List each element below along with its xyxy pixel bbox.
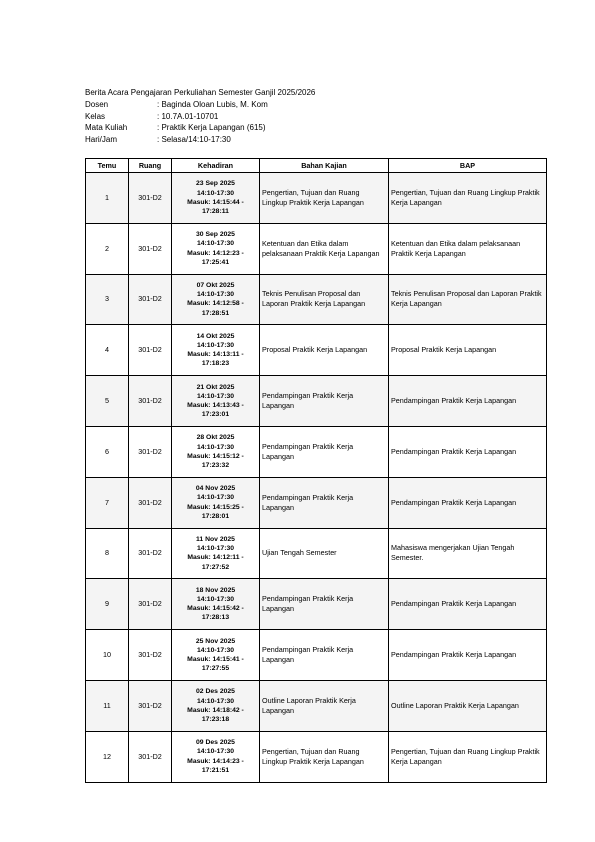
cell-bap: Pendampingan Praktik Kerja Lapangan — [389, 477, 547, 528]
cell-kehadiran — [172, 325, 260, 376]
cell-bap: Pendampingan Praktik Kerja Lapangan — [389, 426, 547, 477]
kehadiran-tanggal: 07 Okt 2025 — [196, 282, 235, 290]
header-fields — [85, 99, 315, 146]
header-field-row — [85, 134, 315, 146]
cell-ruang: 301-D2 — [129, 173, 172, 224]
kehadiran-tanggal: 23 Sep 2025 — [196, 180, 235, 188]
kehadiran-tanggal: 30 Sep 2025 — [196, 231, 235, 239]
header-field-value: : Selasa/14:10-17:30 — [157, 135, 231, 145]
cell-ruang: 301-D2 — [129, 731, 172, 782]
table-header-row — [86, 159, 547, 173]
cell-ruang: 301-D2 — [129, 528, 172, 579]
table-row — [86, 579, 547, 630]
cell-ruang: 301-D2 — [129, 477, 172, 528]
kehadiran-tanggal: 18 Nov 2025 — [195, 586, 236, 594]
cell-bap: Pendampingan Praktik Kerja Lapangan — [389, 579, 547, 630]
cell-bahan-kajian: Pendampingan Praktik Kerja Lapangan — [260, 579, 389, 630]
cell-bap: Pengertian, Tujuan dan Ruang Lingkup Praktik Kerja Lapangan — [389, 731, 547, 782]
cell-ruang: 301-D2 — [129, 376, 172, 427]
kehadiran-masuk: Masuk: 14:15:25 - — [187, 503, 244, 511]
kehadiran-masuk: Masuk: 14:12:11 - — [187, 554, 244, 562]
header-field-row — [85, 111, 315, 123]
cell-ruang: 301-D2 — [129, 223, 172, 274]
cell-temu: 9 — [86, 579, 129, 630]
column-header-bap: BAP — [389, 159, 547, 173]
header-field-label: Hari/Jam — [85, 135, 118, 145]
kehadiran-keluar: 17:23:18 — [201, 716, 230, 724]
cell-kehadiran — [172, 426, 260, 477]
cell-bahan-kajian: Pendampingan Praktik Kerja Lapangan — [260, 630, 389, 681]
attendance-table — [85, 158, 547, 783]
header-field-row — [85, 122, 315, 134]
cell-temu: 10 — [86, 630, 129, 681]
kehadiran-jam: 14:10-17:30 — [196, 748, 235, 756]
column-header-temu: Temu — [86, 159, 129, 173]
kehadiran-keluar: 17:28:51 — [201, 309, 230, 317]
header-field-value: : 10.7A.01-10701 — [157, 111, 219, 121]
table-row — [86, 274, 547, 325]
cell-temu: 12 — [86, 731, 129, 782]
kehadiran-keluar: 17:27:52 — [201, 563, 230, 571]
cell-temu: 4 — [86, 325, 129, 376]
cell-kehadiran — [172, 223, 260, 274]
header-field-label: Mata Kuliah — [85, 123, 128, 133]
kehadiran-masuk: Masuk: 14:12:58 - — [187, 300, 244, 308]
cell-kehadiran — [172, 680, 260, 731]
cell-bap: Mahasiswa mengerjakan Ujian Tengah Semester. — [389, 528, 547, 579]
kehadiran-masuk: Masuk: 14:15:41 - — [187, 656, 244, 664]
cell-temu: 1 — [86, 173, 129, 224]
cell-bahan-kajian: Pendampingan Praktik Kerja Lapangan — [260, 426, 389, 477]
kehadiran-tanggal: 25 Nov 2025 — [195, 637, 236, 645]
cell-kehadiran — [172, 376, 260, 427]
kehadiran-keluar: 17:28:01 — [201, 512, 230, 520]
cell-temu: 8 — [86, 528, 129, 579]
cell-bap: Ketentuan dan Etika dalam pelaksanaan Praktik Kerja Lapangan — [389, 223, 547, 274]
cell-bap: Pendampingan Praktik Kerja Lapangan — [389, 376, 547, 427]
kehadiran-jam: 14:10-17:30 — [196, 646, 235, 654]
cell-bahan-kajian: Outline Laporan Praktik Kerja Lapangan — [260, 680, 389, 731]
kehadiran-keluar: 17:21:51 — [201, 766, 230, 774]
kehadiran-masuk: Masuk: 14:14:23 - — [187, 757, 244, 765]
cell-kehadiran — [172, 173, 260, 224]
kehadiran-tanggal: 04 Nov 2025 — [195, 485, 236, 493]
kehadiran-masuk: Masuk: 14:15:12 - — [187, 452, 244, 460]
cell-kehadiran — [172, 528, 260, 579]
cell-bap: Pengertian, Tujuan dan Ruang Lingkup Praktik Kerja Lapangan — [389, 173, 547, 224]
column-header-kehadiran: Kehadiran — [172, 159, 260, 173]
kehadiran-keluar: 17:27:55 — [201, 665, 230, 673]
header-field-value: : Baginda Oloan Lubis, M. Kom — [157, 99, 268, 109]
kehadiran-tanggal: 21 Okt 2025 — [196, 383, 235, 391]
table-row — [86, 477, 547, 528]
kehadiran-jam: 14:10-17:30 — [196, 494, 235, 502]
cell-bahan-kajian: Teknis Penulisan Proposal dan Laporan Praktik Kerja Lapangan — [260, 274, 389, 325]
kehadiran-tanggal: 02 Des 2025 — [196, 688, 235, 696]
table-row — [86, 528, 547, 579]
cell-temu: 3 — [86, 274, 129, 325]
table-row — [86, 223, 547, 274]
cell-ruang: 301-D2 — [129, 426, 172, 477]
kehadiran-jam: 14:10-17:30 — [196, 189, 235, 197]
cell-bahan-kajian: Pengertian, Tujuan dan Ruang Lingkup Praktik Kerja Lapangan — [260, 173, 389, 224]
cell-temu: 6 — [86, 426, 129, 477]
kehadiran-jam: 14:10-17:30 — [196, 596, 235, 604]
kehadiran-tanggal: 09 Des 2025 — [196, 739, 235, 747]
document-title: Berita Acara Pengajaran Perkuliahan Semester Ganjil 2025/2026 — [85, 88, 316, 97]
cell-kehadiran — [172, 579, 260, 630]
kehadiran-masuk: Masuk: 14:15:42 - — [187, 605, 244, 613]
kehadiran-keluar: 17:28:11 — [202, 208, 229, 216]
kehadiran-keluar: 17:28:13 — [201, 614, 230, 622]
kehadiran-masuk: Masuk: 14:15:44 - — [187, 198, 244, 206]
table-row — [86, 325, 547, 376]
kehadiran-tanggal: 28 Okt 2025 — [196, 434, 235, 442]
kehadiran-keluar: 17:18:23 — [201, 360, 230, 368]
kehadiran-jam: 14:10-17:30 — [196, 291, 235, 299]
kehadiran-tanggal: 14 Okt 2025 — [196, 332, 235, 340]
cell-bap: Outline Laporan Praktik Kerja Lapangan — [389, 680, 547, 731]
table-row — [86, 173, 547, 224]
cell-kehadiran — [172, 477, 260, 528]
table-body — [86, 173, 547, 783]
kehadiran-jam: 14:10-17:30 — [196, 342, 235, 350]
kehadiran-jam: 14:10-17:30 — [196, 697, 235, 705]
cell-bahan-kajian: Pengertian, Tujuan dan Ruang Lingkup Praktik Kerja Lapangan — [260, 731, 389, 782]
cell-ruang: 301-D2 — [129, 274, 172, 325]
kehadiran-jam: 14:10-17:30 — [196, 240, 235, 248]
cell-temu: 7 — [86, 477, 129, 528]
kehadiran-keluar: 17:25:41 — [201, 258, 230, 266]
kehadiran-masuk: Masuk: 14:18:42 - — [187, 706, 244, 714]
kehadiran-masuk: Masuk: 14:13:43 - — [187, 402, 244, 410]
cell-bahan-kajian: Proposal Praktik Kerja Lapangan — [260, 325, 389, 376]
document-header — [85, 87, 315, 146]
cell-bap: Pendampingan Praktik Kerja Lapangan — [389, 630, 547, 681]
cell-bahan-kajian: Ujian Tengah Semester — [260, 528, 389, 579]
header-field-value: : Praktik Kerja Lapangan (615) — [157, 123, 266, 133]
cell-ruang: 301-D2 — [129, 630, 172, 681]
table-row — [86, 376, 547, 427]
cell-bap: Proposal Praktik Kerja Lapangan — [389, 325, 547, 376]
table-row — [86, 731, 547, 782]
cell-bahan-kajian: Pendampingan Praktik Kerja Lapangan — [260, 477, 389, 528]
cell-bahan-kajian: Pendampingan Praktik Kerja Lapangan — [260, 376, 389, 427]
cell-bap: Teknis Penulisan Proposal dan Laporan Praktik Kerja Lapangan — [389, 274, 547, 325]
table-row — [86, 426, 547, 477]
cell-ruang: 301-D2 — [129, 325, 172, 376]
cell-temu: 2 — [86, 223, 129, 274]
cell-temu: 11 — [86, 680, 129, 731]
cell-temu: 5 — [86, 376, 129, 427]
header-field-label: Dosen — [85, 99, 109, 109]
cell-kehadiran — [172, 731, 260, 782]
kehadiran-masuk: Masuk: 14:13:11 - — [187, 351, 244, 359]
cell-bahan-kajian: Ketentuan dan Etika dalam pelaksanaan Praktik Kerja Lapangan — [260, 223, 389, 274]
kehadiran-keluar: 17:23:01 — [201, 411, 230, 419]
table-row — [86, 680, 547, 731]
kehadiran-jam: 14:10-17:30 — [196, 545, 235, 553]
column-header-bahan-kajian: Bahan Kajian — [260, 159, 389, 173]
kehadiran-jam: 14:10-17:30 — [196, 443, 235, 451]
kehadiran-keluar: 17:23:32 — [201, 462, 230, 470]
kehadiran-masuk: Masuk: 14:12:23 - — [187, 249, 244, 257]
kehadiran-tanggal: 11 Nov 2025 — [196, 536, 235, 544]
column-header-ruang: Ruang — [129, 159, 172, 173]
kehadiran-jam: 14:10-17:30 — [196, 392, 235, 400]
header-field-row — [85, 99, 315, 111]
cell-kehadiran — [172, 630, 260, 681]
table-row — [86, 630, 547, 681]
cell-ruang: 301-D2 — [129, 579, 172, 630]
cell-ruang: 301-D2 — [129, 680, 172, 731]
cell-kehadiran — [172, 274, 260, 325]
header-field-label: Kelas — [85, 111, 106, 121]
